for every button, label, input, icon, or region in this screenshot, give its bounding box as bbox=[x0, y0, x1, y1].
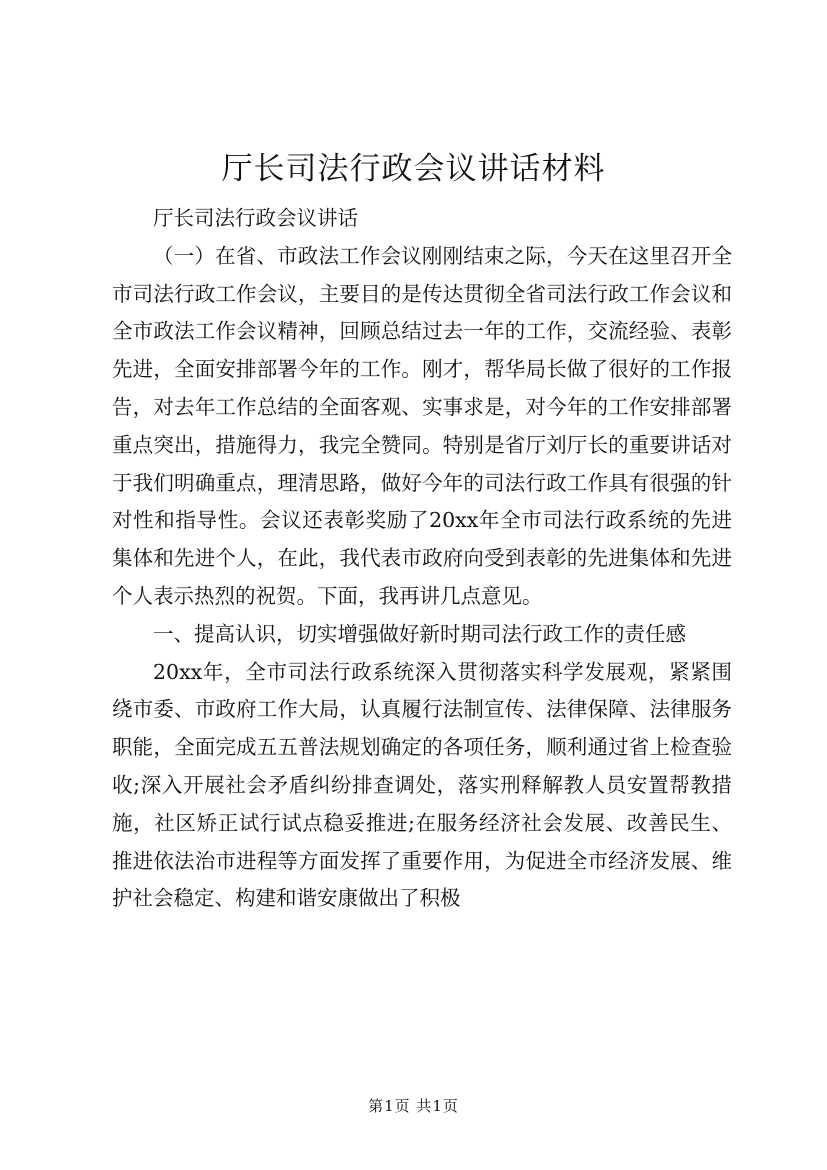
document-body bbox=[112, 200, 732, 918]
page-footer: 第1页 共1页 bbox=[368, 1097, 459, 1115]
paragraph-section-one: 20xx年，全市司法行政系统深入贯彻落实科学发展观，紧紧围绕市委、市政府工作大局，认真履行法制宣传、法律保障、法律服务职能，全面完成五五普法规划确定的各项任务，顺利通过省上检查验收;深入开展社会矛盾纠纷排查调处，落实刑释解教人员安置帮教措施，社区矫正试行试点稳妥推进;在服务经济社会发展、改善民生、推进依法治市进程等方面发挥了重要作用，为促进全市经济发展、维护社会稳定、构建和谐安康做出了积极 bbox=[112, 659, 732, 911]
section-heading-one: 一、提高认识，切实增强做好新时期司法行政工作的责任感 bbox=[153, 621, 686, 646]
document-subtitle: 厅长司法行政会议讲话 bbox=[153, 206, 358, 230]
paragraph-opening: （一）在省、市政法工作会议刚刚结束之际，今天在这里召开全市司法行政工作会议，主要目的是传达贯彻全省司法行政工作会议和全市政法工作会议精神，回顾总结过去一年的工作，交流经验、表彰先进，全面安排部署今年的工作。刚才，帮华局长做了很好的工作报告，对去年工作总结的全面客观、实事求是，对今年的工作安排部署重点突出，措施得力，我完全赞同。特别是省厅刘厅长的重要讲话对于我们明确重点，理清思路，做好今年的司法行政工作具有很强的针对性和指导性。会议还表彰奖励了20xx年全市司法行政系统的先进集体和先进个人，在此，我代表市政府向受到表彰的先进集体和先进个人表示热烈的祝贺。下面，我再讲几点意见。 bbox=[112, 243, 732, 608]
document-title: 厅长司法行政会议讲话材料 bbox=[221, 151, 606, 187]
